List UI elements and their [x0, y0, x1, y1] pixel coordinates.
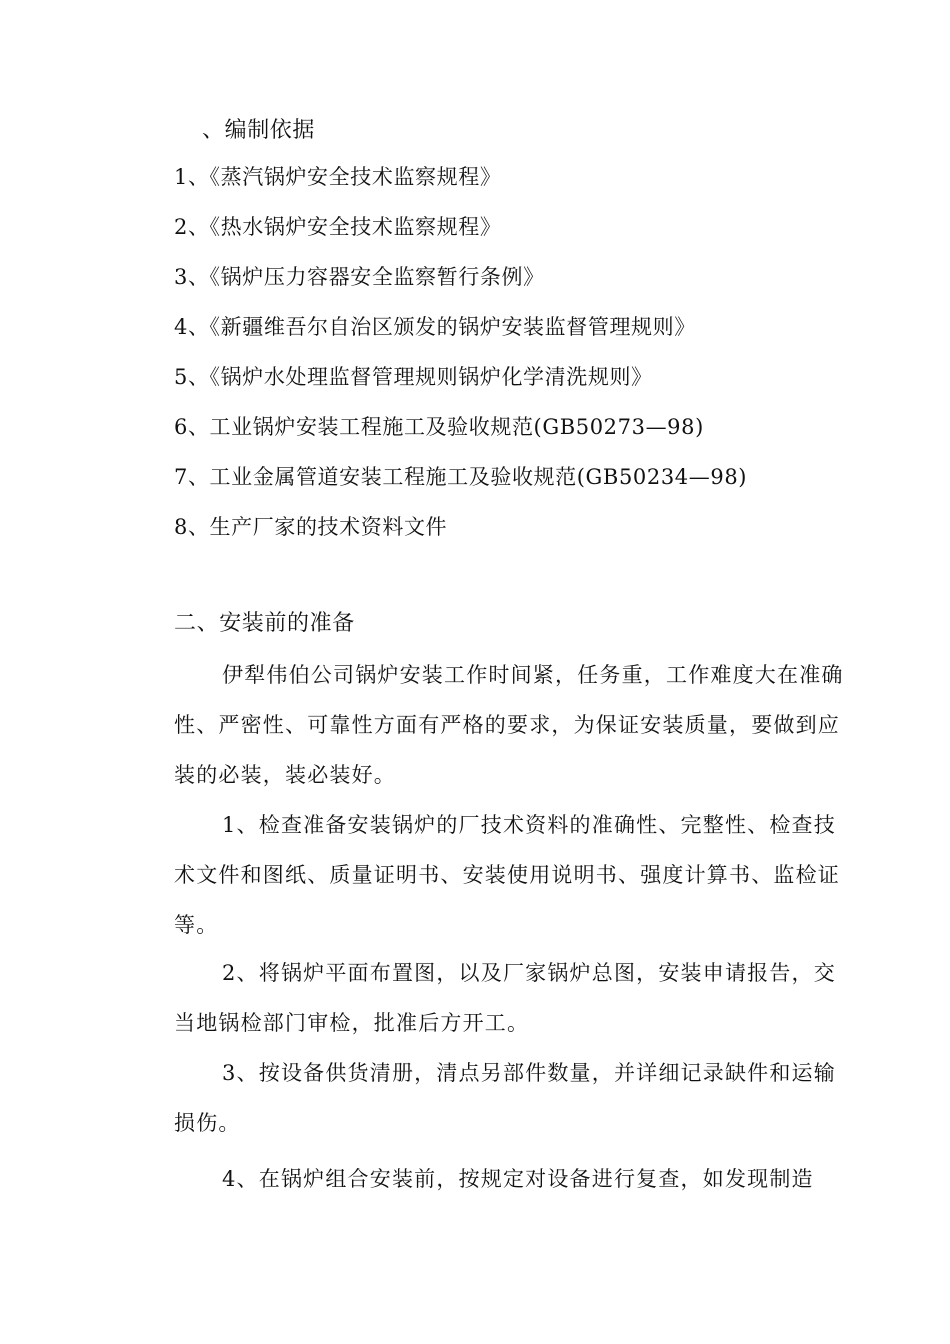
basis-item-5: 5、《锅炉水处理监督管理规则锅炉化学清洗规则》 [174, 365, 653, 389]
paragraph-intro: 伊犁伟伯公司锅炉安装工作时间紧，任务重，工作难度大在准确性、严密性、可靠性方面有严格的要求，为保证安装质量，要做到应装的必装，装必装好。 [174, 663, 844, 787]
paragraph-step-3: 3、按设备供货清册，清点另部件数量，并详细记录缺件和运输损伤。 [174, 1061, 836, 1135]
paragraph-step-1: 1、检查准备安装锅炉的厂技术资料的准确性、完整性、检查技术文件和图纸、质量证明书、安装使用说明书、强度计算书、监检证等。 [174, 813, 840, 937]
basis-item-8: 8、生产厂家的技术资料文件 [174, 515, 448, 539]
basis-item-4: 4、《新疆维吾尔自治区颁发的锅炉安装监督管理规则》 [174, 315, 696, 339]
paragraph-step-2: 2、将锅炉平面布置图，以及厂家锅炉总图，安装申请报告，交当地锅检部门审检，批准后方开工。 [174, 961, 836, 1035]
section-2-title: 二、安装前的准备 [174, 611, 355, 636]
basis-item-6: 6、工业锅炉安装工程施工及验收规范(GB50273—98) [174, 415, 704, 439]
paragraph-step-4: 4、在锅炉组合安装前，按规定对设备进行复查，如发现制造 [222, 1167, 814, 1191]
basis-item-7: 7、工业金属管道安装工程施工及验收规范(GB50234—98) [174, 465, 748, 489]
basis-item-3: 3、《锅炉压力容器安全监察暂行条例》 [174, 265, 545, 289]
basis-item-1: 1、《蒸汽锅炉安全技术监察规程》 [174, 165, 502, 189]
basis-item-2: 2、《热水锅炉安全技术监察规程》 [174, 215, 502, 239]
section-1-title: 、编制依据 [202, 118, 316, 143]
